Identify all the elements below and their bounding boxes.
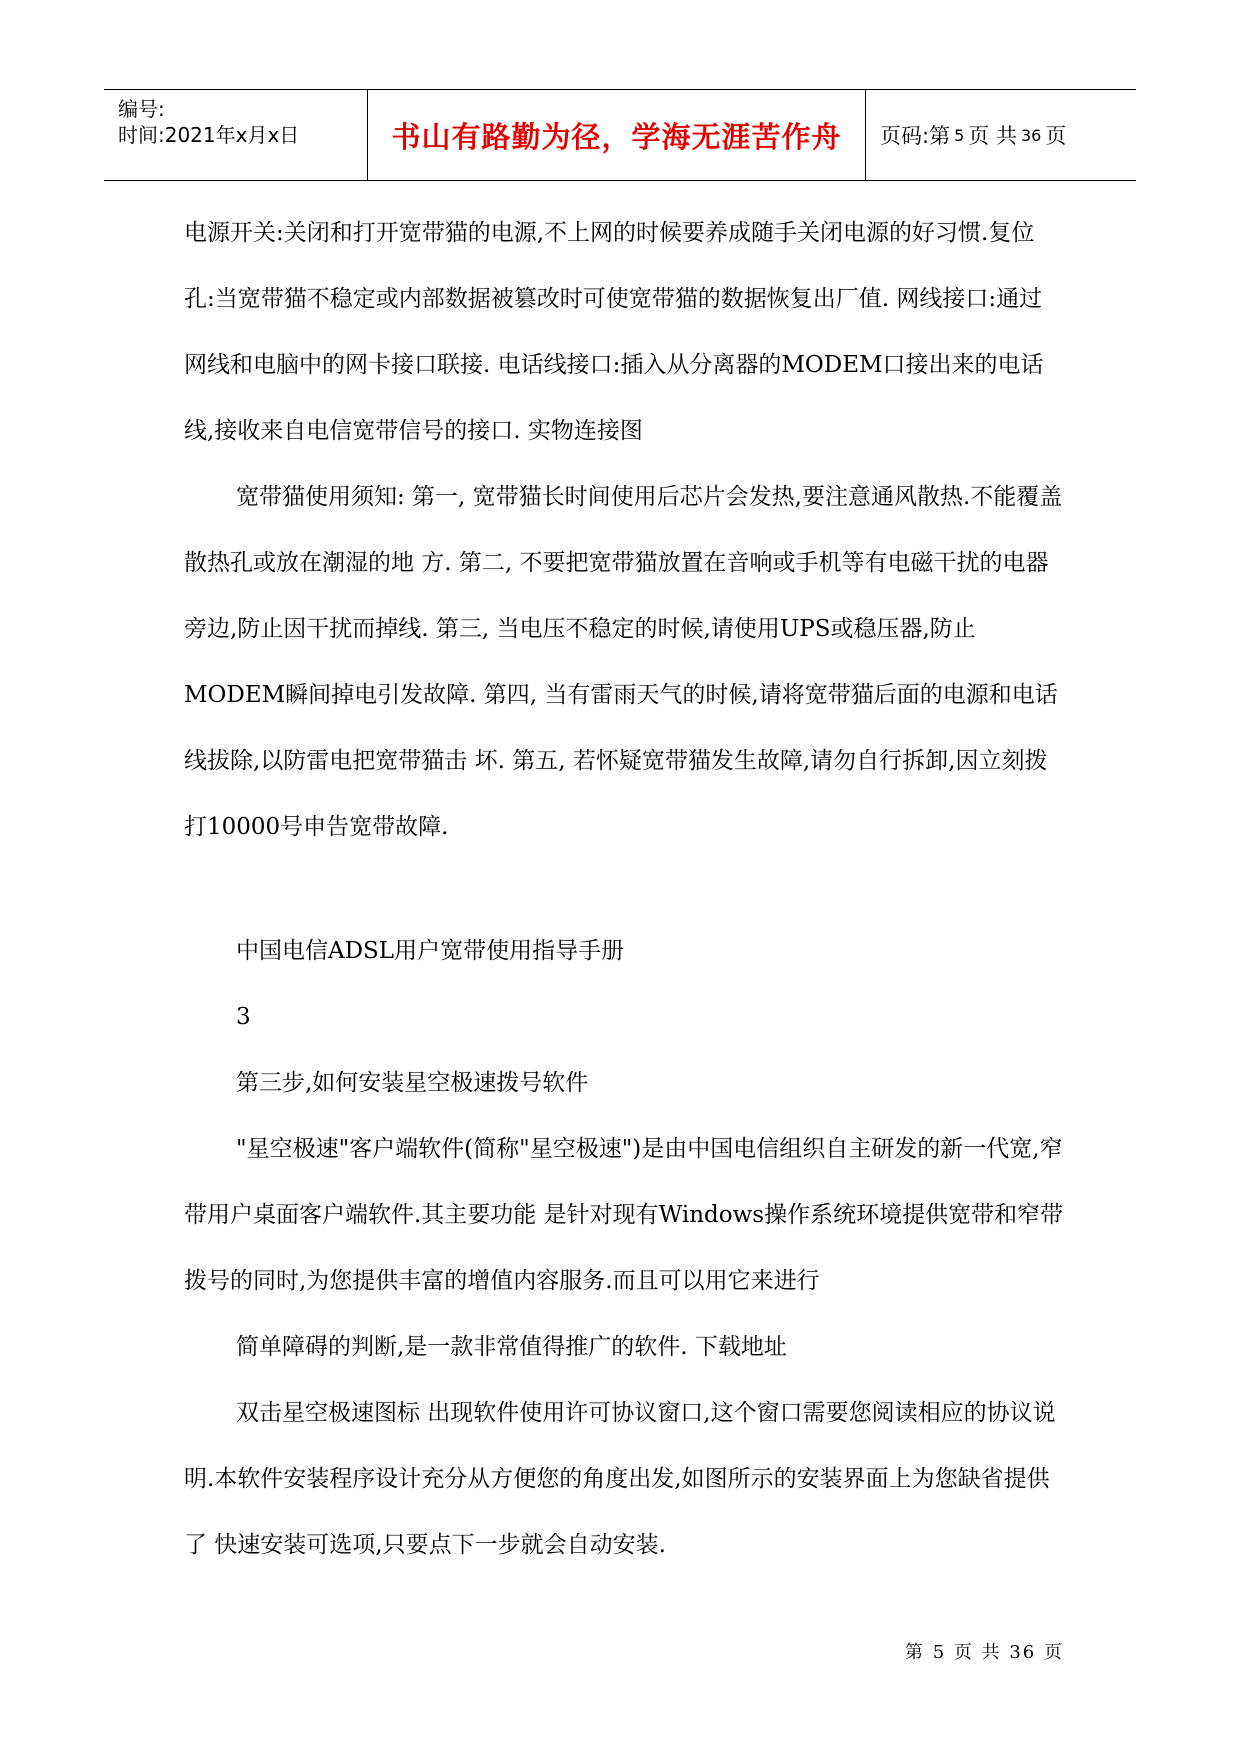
- section-spacer: [184, 860, 1064, 918]
- section-number: 3: [236, 1004, 251, 1030]
- header-motto: 书山有路勤为径，学海无涯苦作舟: [391, 119, 842, 154]
- paragraph-install-steps: 双击星空极速图标 出现软件使用许可协议窗口,这个窗口需要您阅读相应的协议说 明.本软件安装程序设计充分从方便您的角度出发,如图所示的安装界面上为您缺省提供了 快速安装可选项,只要点下一步就会自动安装.: [184, 1400, 1056, 1558]
- page-footer: 第 5 页 共 36 页: [905, 1642, 1064, 1663]
- page-suffix: 页: [1045, 124, 1067, 148]
- document-time: 时间:2021年x月x日: [118, 123, 300, 147]
- manual-title: 中国电信ADSL用户宽带使用指导手册: [236, 938, 625, 964]
- document-body: [184, 200, 1064, 1578]
- step-title: 第三步,如何安装星空极速拨号软件: [236, 1070, 589, 1096]
- paragraph-usage-notes: 宽带猫使用须知: 第一, 宽带猫长时间使用后芯片会发热,要注意通风散热.不能覆盖散热孔或放在潮湿的地 方. 第二, 不要把宽带猫放置在音响或手机等有电磁干扰的电器旁边,防止因干扰而掉线. 第三, 当电压不稳定的时候,请使用UPS或稳压器,防止MODEM瞬间掉电引发故障. 第四, 当有雷雨天气的时候,请将宽带猫后面的电源和电话线拔除,以防雷电把宽带猫击 坏. 第五, 若怀疑宽带猫发生故障,请勿自行拆卸,因立刻拨打10000号申告宽带故障.: [184, 484, 1063, 840]
- page-prefix: 页码:第: [880, 124, 951, 148]
- page-total: 36: [1020, 125, 1042, 145]
- header-page-info: [866, 90, 1136, 180]
- page-header: [104, 89, 1136, 181]
- paragraph-download: 简单障碍的判断,是一款非常值得推广的软件. 下载地址: [236, 1334, 787, 1360]
- page-current: 5: [954, 125, 965, 145]
- header-motto-cell: [368, 90, 866, 180]
- page-mid: 页 共: [968, 124, 1017, 148]
- header-meta: [104, 90, 368, 180]
- paragraph-software-intro: "星空极速"客户端软件(简称"星空极速")是由中国电信组织自主研发的新一代宽,窄带用户桌面客户端软件.其主要功能 是针对现有Windows操作系统环境提供宽带和窄带拨号的同时,为您提供丰富的增值内容服务.而且可以用它来进行: [184, 1136, 1064, 1294]
- document-number-label: 编号:: [118, 97, 165, 121]
- paragraph-modem-ports: 电源开关:关闭和打开宽带猫的电源,不上网的时候要养成随手关闭电源的好习惯.复位孔:当宽带猫不稳定或内部数据被篡改时可使宽带猫的数据恢复出厂值. 网线接口:通过网线和电脑中的网卡接口联接. 电话线接口:插入从分离器的MODEM口接出来的电话线,接收来自电信宽带信号的接口. 实物连接图: [184, 220, 1044, 444]
